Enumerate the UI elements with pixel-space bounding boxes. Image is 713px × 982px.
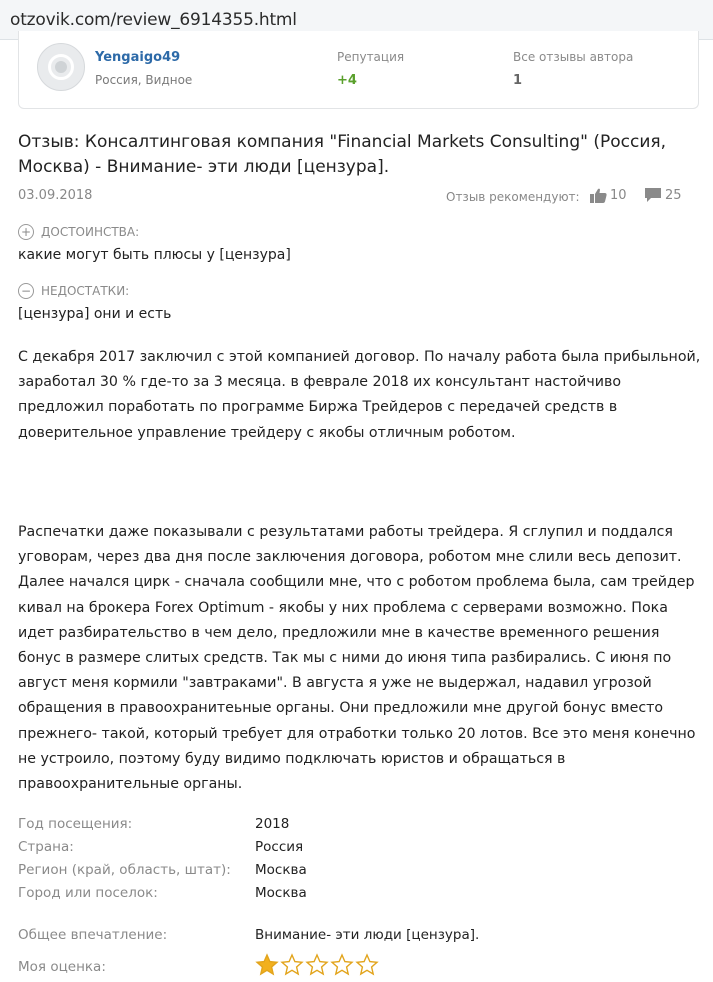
author-card	[18, 31, 699, 109]
detail-label: Страна:	[18, 839, 74, 855]
author-location: Россия, Видное	[95, 73, 193, 87]
cons-label: НЕДОСТАТКИ:	[41, 284, 130, 298]
plus-circle-icon: +	[18, 224, 34, 240]
cons-text: [цензура] они и есть	[18, 306, 172, 322]
recommend-label: Отзыв рекомендуют:	[446, 190, 580, 204]
rating-stars	[255, 953, 379, 977]
detail-value: Москва	[255, 885, 307, 901]
detail-value: 2018	[255, 816, 290, 832]
star-empty-icon	[355, 953, 379, 977]
all-reviews-label[interactable]: Все отзывы автора	[513, 50, 634, 64]
pros-label: ДОСТОИНСТВА:	[41, 225, 140, 239]
comments-count: 25	[665, 188, 682, 203]
star-empty-icon	[330, 953, 354, 977]
thumbs-up-icon	[590, 188, 607, 203]
detail-value: Россия	[255, 839, 304, 855]
pros-text: какие могут быть плюсы у [цензура]	[18, 247, 291, 263]
star-empty-icon	[280, 953, 304, 977]
detail-value: Внимание- эти люди [цензура].	[255, 927, 480, 943]
url-text[interactable]: otzovik.com/review_6914355.html	[10, 10, 297, 30]
minus-circle-icon: −	[18, 283, 34, 299]
detail-label: Город или поселок:	[18, 885, 158, 901]
review-paragraph-2: Распечатки даже показывали с результатами работы трейдера. Я сглупил и поддался уговорам, через два дня после заключения договора, роботом мне слили весь депозит. Далее начался цирк - сначала сообщили мне, что с роботом проблема была, сам трейдер кивал на брокера Forex Optimum - якобы у них проблема с серверами возможно. Пока идет разбирательство в чем дело, предложили мне в качестве временного решения бонус в размере слитых средств. Так мы с ними до июня типа разбирались. С июня по август меня кормили "завтраками". В августа я уже не выдержал, надавил угрозой обращения в правоохранитеьные органы. Они предложили мне другой бонус вместо прежнего- такой, который требует для отработки только 20 лотов. Все это меня конечно не устроило, поэтому буду видимо подключать юристов и обращаться в правоохранительные органы.	[18, 524, 696, 793]
detail-label: Регион (край, область, штат):	[18, 862, 231, 878]
detail-label: Год посещения:	[18, 816, 133, 832]
avatar[interactable]	[37, 43, 85, 91]
comments-counter[interactable]	[645, 188, 682, 203]
comment-bubble-icon	[645, 188, 661, 203]
review-paragraph-1: С декабря 2017 заключил с этой компанией договор. По началу работа была прибыльной, заработал 30 % где-то за 3 месяца. в феврале 2018 их консультант настойчиво предложил поработать по программе Биржа Трейдеров с передачей средств в доверительное управление трейдеру с якобы отличным роботом.	[18, 349, 701, 441]
reputation-value: +4	[337, 73, 357, 88]
cons-header	[18, 283, 129, 299]
pros-header	[18, 224, 139, 240]
reputation-label: Репутация	[337, 50, 405, 64]
star-empty-icon	[305, 953, 329, 977]
all-reviews-count[interactable]: 1	[513, 73, 523, 88]
likes-counter[interactable]	[590, 188, 627, 203]
detail-value: Москва	[255, 862, 307, 878]
detail-label: Общее впечатление:	[18, 927, 168, 943]
likes-count: 10	[610, 188, 627, 203]
detail-label: Моя оценка:	[18, 959, 106, 975]
review-title: Отзыв: Консалтинговая компания "Financial Markets Consulting" (Россия, Москва) - Внимание- эти люди [цензура].	[18, 132, 666, 177]
review-date: 03.09.2018	[18, 188, 93, 203]
author-username-link[interactable]: Yengaigo49	[95, 50, 181, 65]
star-filled-icon	[255, 953, 279, 977]
avatar-dot	[55, 61, 67, 73]
